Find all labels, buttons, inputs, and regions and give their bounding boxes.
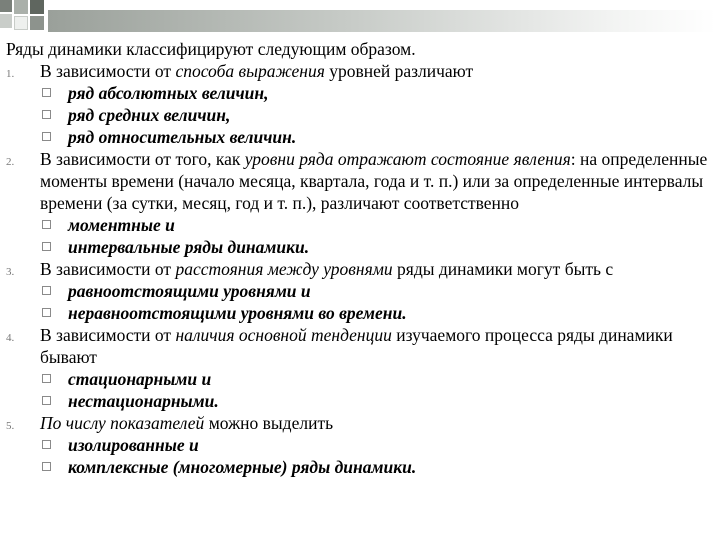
square-bullet-icon [42,462,51,471]
list-item [6,60,716,82]
square-bullet-icon [42,110,51,119]
header-gradient-bar [48,10,716,32]
decor-square-4 [0,14,12,28]
list-item-text: ряды динамики могут быть с [392,259,614,279]
sub-item [6,82,716,104]
sub-item [6,456,716,478]
sub-item-text: стационарными и [68,369,212,389]
sub-item-text: ряд относительных величин. [68,127,297,147]
square-bullet-icon [42,396,51,405]
sub-item [6,214,716,236]
list-item [6,258,716,280]
square-bullet-icon [42,242,51,251]
list-item [6,148,716,214]
sub-item [6,280,716,302]
sub-item-text: равноотстоящими уровнями и [68,281,311,301]
square-bullet-icon [42,308,51,317]
list-item-text: изучаемого процесса ряды динамики бывают [40,325,673,367]
list-item-number: 3. [6,266,15,278]
sub-item [6,236,716,258]
sub-item-text: неравноотстоящими уровнями во времени. [68,303,407,323]
decor-square-3 [30,0,44,14]
sub-item-text: ряд абсолютных величин, [68,83,269,103]
sub-item [6,390,716,412]
slide-body [6,38,716,478]
decor-square-6 [30,16,44,30]
sub-item-text: изолированные и [68,435,199,455]
emphasis-text: способа выражения [175,61,325,81]
square-bullet-icon [42,220,51,229]
list-item-text: В зависимости от [40,325,176,345]
sub-item [6,434,716,456]
decor-square-2 [14,0,28,14]
sub-item-text: моментные и [68,215,175,235]
decor-square-5 [14,16,28,30]
list-item [6,412,716,434]
list-item-text: уровней различают [324,61,474,81]
list-item-number: 2. [6,156,15,168]
sub-item-text: нестационарными. [68,391,219,411]
decor-square-1 [0,0,12,12]
sub-item-text: интервальные ряды динамики. [68,237,310,257]
list-item-text: В зависимости от [40,259,176,279]
intro-text: Ряды динамики классифицируют следующим образом. [6,39,416,59]
list-item-text: можно выделить [204,413,334,433]
list-item-number: 4. [6,332,15,344]
square-bullet-icon [42,440,51,449]
emphasis-text: уровни ряда отражают состояние явления [244,149,571,169]
list-item-text: В зависимости от [40,61,176,81]
list-item-text: В зависимости от того, как [40,149,245,169]
square-bullet-icon [42,132,51,141]
sub-item-text: комплексные (многомерные) ряды динамики. [68,457,417,477]
list-item-text: : на определенные моменты времени (начало месяца, квартала, года и т. п.) или за определенные интервалы времени (за сутки, месяц, год и т. п.), различают соответственно [40,149,708,213]
square-bullet-icon [42,374,51,383]
classification-list [6,60,716,478]
sub-item-text: ряд средних величин, [68,105,231,125]
emphasis-text: По числу показателей [40,413,205,433]
emphasis-text: наличия основной тенденции [175,325,392,345]
sub-item [6,302,716,324]
sub-item [6,104,716,126]
emphasis-text: расстояния между уровнями [175,259,393,279]
square-bullet-icon [42,286,51,295]
sub-item [6,368,716,390]
list-item-number: 5. [6,420,15,432]
sub-item [6,126,716,148]
list-item [6,324,716,368]
list-item-number: 1. [6,68,15,80]
square-bullet-icon [42,88,51,97]
